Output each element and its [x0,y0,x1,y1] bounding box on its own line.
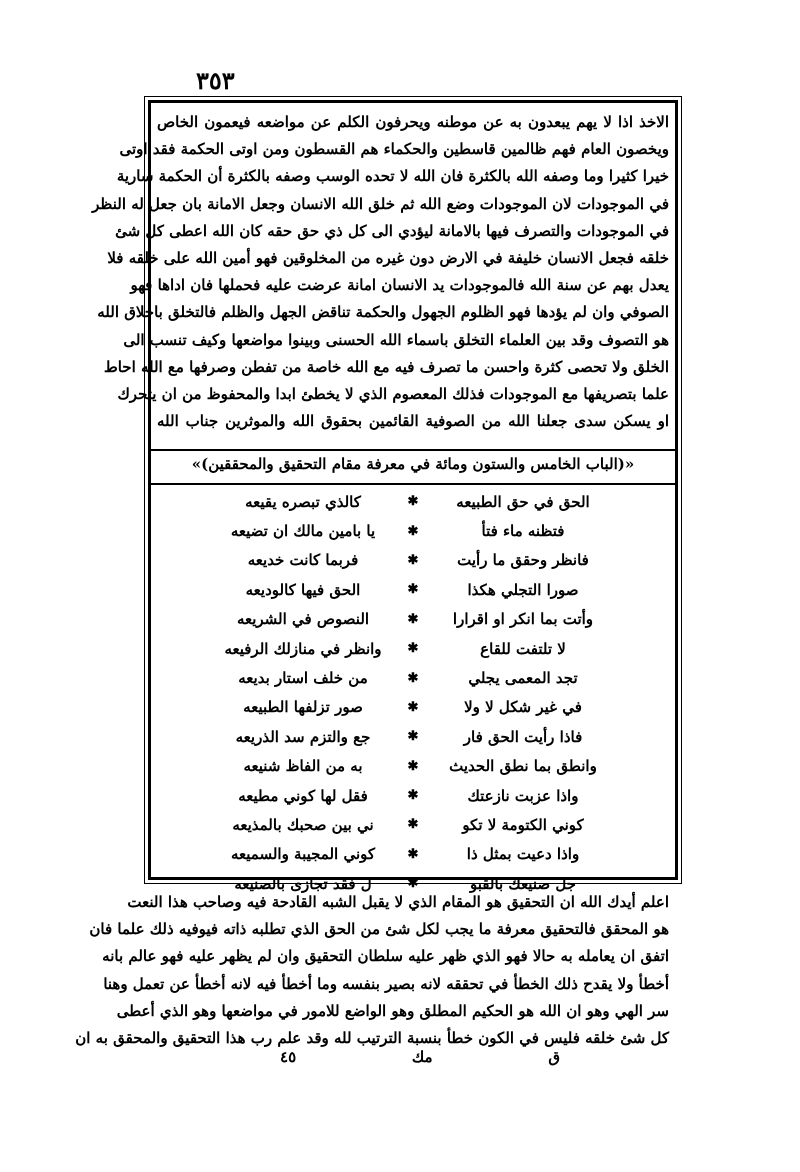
prose-line: سر الهي وهو ان الله هو الحكيم المطلق وهو الواضع للامور في مواضعها وهو الذي أعطى [116,1001,669,1020]
verse-first-half: في غير شكل لا ولا [464,698,582,717]
poem-verse [151,663,675,692]
poem-verse [151,605,675,634]
prose-line: كل شئ خلقه فليس في الكون خطأ بنسبة الترتيب لله وقد علم رب هذا التحقيق والمحقق به ان [75,1028,669,1047]
poem-verse [151,516,675,545]
poem-verse [151,575,675,604]
verse-first-half: صورا التجلي هكذا [467,580,579,599]
poem-verse [151,810,675,839]
verse-second-half: يا بامين مالك ان تضيعه [230,522,376,541]
prose-line: او يسكن سدى جعلنا الله من الصوفية القائمين بحقوق الله والموثرين جناب الله [157,412,669,431]
poem-verse [151,722,675,751]
catchword: ق [548,1048,560,1066]
verse-first-half: جل صنيعك بالقبو [470,874,576,893]
catchword: مك [411,1048,433,1066]
verse-first-half: وانطق بما نطق الحديث [449,757,597,776]
verse-second-half: كوني المجيبة والسميعه [230,845,376,864]
verse-second-half: صور تزلفها الطبيعه [243,698,363,717]
star-separator: ✱ [407,788,419,804]
star-separator: ✱ [407,641,419,657]
verse-second-half: فقل لها كوني مطيعه [238,786,368,805]
verse-second-half: ني بين صحبك بالمذيعه [232,815,374,834]
verse-first-half: واذا دعيت بمثل ذا [466,845,580,864]
prose-line: أخطأ ولا يقدح ذلك الخطأ في تحققه لانه بصير بنفسه وما أخطأ فيه لانه أخطأ عن تعمل وهنا [103,974,669,993]
verse-first-half: واذا عزبت نازعتك [467,786,579,805]
poem-verse [151,487,675,516]
star-separator: ✱ [407,876,419,892]
star-separator: ✱ [407,846,419,862]
poem-verse [151,634,675,663]
chapter-heading: «(الباب الخامس والستون ومائة في معرفة مقام التحقيق والمحققين)» [191,455,635,473]
prose-line: خيرا كثيرا وما وصفه الله بالكثرة فان الله لا تحده الوسب وصفه بالكثرة أن الحكمة سارية [116,167,669,186]
star-separator: ✱ [407,817,419,833]
prose-line: الصوفي وان لم يؤدها فهو الظلوم الجهول والحكمة تناقض الجهل والظلم فالتخلق باخلاق الله [97,303,669,322]
poem-verse [151,840,675,869]
prose-line: ويخصون العام فهم ظالمين قاسطين والحكماء هم القسطون ومن اوتى الحكمة فقد اوتى [119,140,669,159]
prose-line: في الموجودات والتصرف فيها بالامانة ليؤدي الى كل ذي حق حقه كان الله اعطى كل شئ [115,221,669,240]
bottom-paragraph [75,889,669,1052]
verse-second-half: فربما كانت خديعه [247,551,359,570]
poem-verse [151,781,675,810]
prose-line: الخلق ولا تحصى كثرة واحسن ما تصرف فيه مع الله خاصة من تفطن وصرفها مع الله احاط [103,357,669,376]
poem [151,487,675,898]
verse-second-half: وانظر في منازلك الرفيعه [224,639,382,658]
verse-first-half: وأتت بما انكر او اقرارا [452,610,594,629]
prose-line: خلقه فجعل الانسان خليفة في الارض دون غيره من المخلوقين فهو أمين الله على خلقه فلا [107,248,669,267]
verse-first-half: فتظنه ماء فتأ [481,522,565,541]
prose-line: يعدل بهم عن سنة الله فالموجودات يد الانسان امانة عرضت عليه فحملها فان اداها فهو [130,276,669,295]
verse-first-half: الحق في حق الطبيعه [456,492,590,511]
star-separator: ✱ [407,611,419,627]
star-separator: ✱ [407,670,419,686]
page-number: ٣٥٣ [196,66,235,95]
star-separator: ✱ [407,494,419,510]
poem-verse [151,693,675,722]
text-frame [75,100,678,1047]
verse-second-half: كالذي تبصره يقيعه [245,492,361,511]
divider [151,483,675,485]
prose-line: في الموجودات لان الموجودات وضع الله ثم خلق الله الانسان وجعل الامانة بان جعل له النظر [92,194,669,213]
verse-second-half: النصوص في الشريعه [236,610,370,629]
prose-line: الاخذ اذا لا يهم يبعدون به عن موطنه ويحرفون الكلم عن مواضعه فيعمون الخاص [157,113,669,131]
prose-line: هو التصوف وقد بين العلماء التخلق باسماء الله الحسنى وبينوا مواضعها وكيف تنسب الى [123,330,669,349]
verse-first-half: فاذا رأيت الحق فار [463,727,583,746]
verse-second-half: الحق فيها كالوديعه [245,580,361,599]
verse-first-half: لا تلتفت للقاع [480,639,566,658]
prose-line: اتفق ان يعامله به حالا فهو الذي ظهر عليه سلطان التحقيق وان لم يظهر عليه فهو عالم بانه [102,947,669,966]
poem-verse [151,752,675,781]
star-separator: ✱ [407,729,419,745]
star-separator: ✱ [407,699,419,715]
catchword: ٤٥ [280,1048,297,1066]
poem-verse [151,546,675,575]
star-separator: ✱ [407,523,419,539]
prose-line: علما بتصريفها مع الموجودات فذلك المعصوم الذي لا يخطئ ابدا والمحفوظ من ان يتحرك [117,384,669,403]
star-separator: ✱ [407,758,419,774]
verse-first-half: كوني الكتومة لا تكو [462,815,584,834]
footer-catchwords [280,1048,560,1066]
verse-second-half: من خلف استار بديعه [238,669,368,688]
verse-second-half: به من الفاظ شنيعه [243,757,363,776]
verse-first-half: تجد المعمى يجلي [468,669,578,688]
prose-line: اعلم أيدك الله ان التحقيق هو المقام الذي لا يقبل الشبه القادحة فيه وصاحب هذا النعت [127,893,669,911]
divider [151,449,675,451]
star-separator: ✱ [407,582,419,598]
verse-second-half: جع والتزم سد الذريعه [235,727,371,746]
star-separator: ✱ [407,552,419,568]
verse-first-half: فانظر وحقق ما رأيت [457,551,589,570]
top-paragraph [92,109,669,435]
prose-line: هو المحقق فالتحقيق معرفة ما يجب لكل شئ من الحق الذي تطلبه ذاته فيوفيه ذلك علما فان [89,920,669,939]
verse-second-half: ل فقد تجازى بالصنيعه [234,874,372,893]
